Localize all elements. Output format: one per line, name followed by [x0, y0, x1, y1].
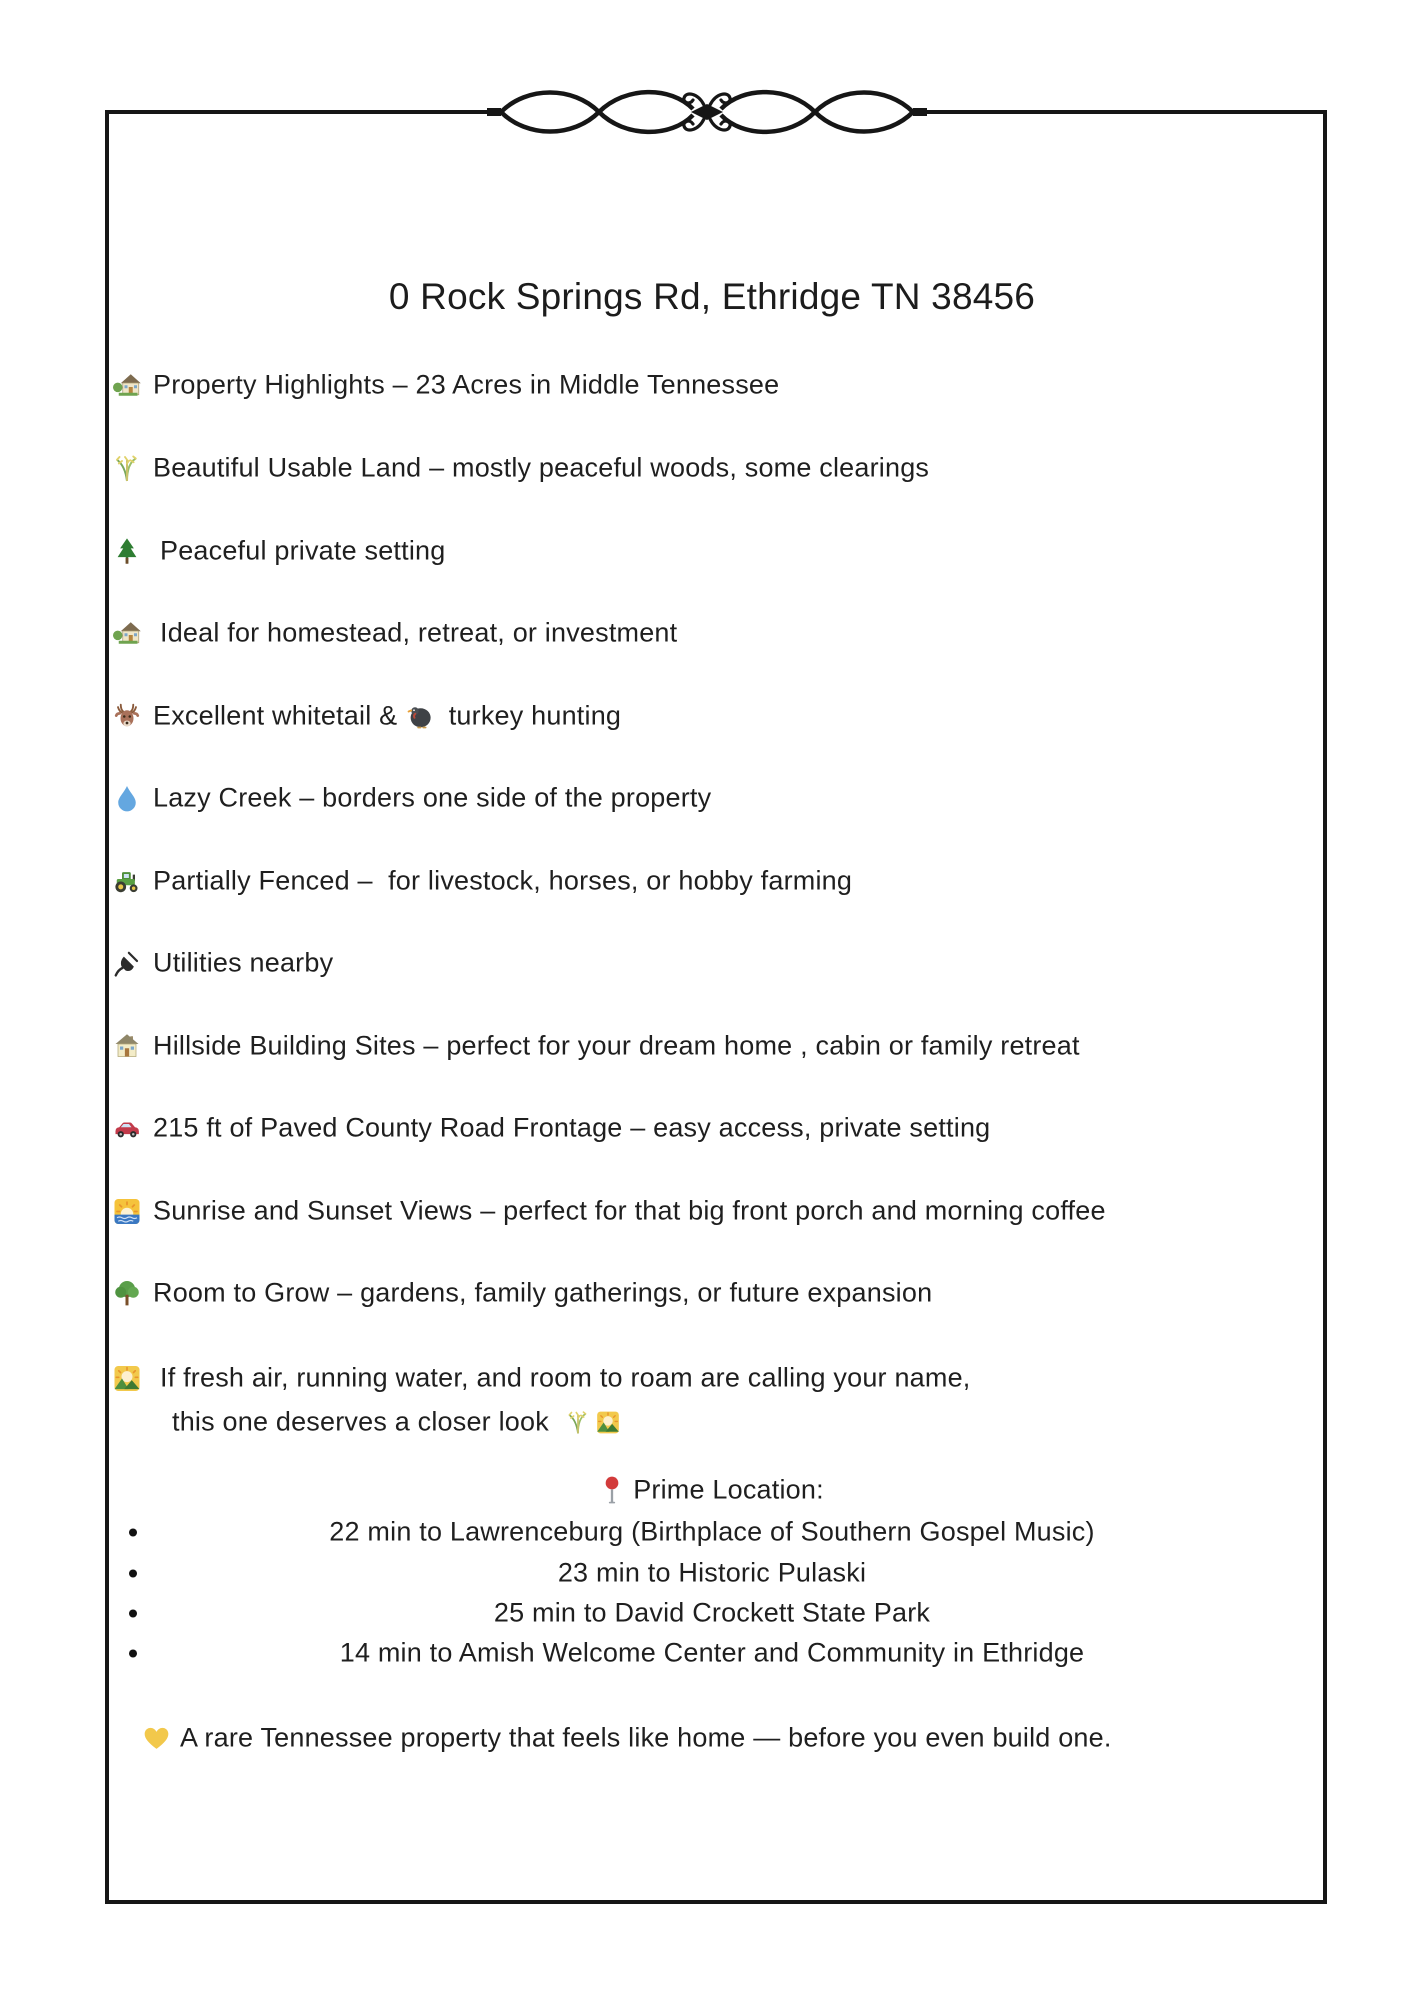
location-heading [105, 1475, 1319, 1506]
bullet-dot [129, 1609, 137, 1617]
bullet-dot [129, 1649, 137, 1657]
sunrise-over-mountains-icon [595, 1409, 621, 1435]
droplet-icon [112, 783, 142, 813]
highlight-item [112, 1031, 1080, 1062]
page-title: 0 Rock Springs Rd, Ethridge TN 38456 [388, 276, 1036, 317]
turkey-icon [405, 701, 435, 731]
bullet-text: 14 min to Amish Welcome Center and Community in Ethridge [339, 1637, 1085, 1668]
highlight-text: Beautiful Usable Land – mostly peaceful woods, some clearings [153, 452, 930, 483]
highlight-item [112, 1196, 1106, 1227]
highlight-item [112, 866, 852, 897]
highlight-item [112, 948, 333, 979]
closing-note [142, 1723, 1112, 1754]
bullet-text: 22 min to Lawrenceburg (Birthplace of Southern Gospel Music) [329, 1516, 1095, 1547]
bullet-item [105, 1517, 1319, 1548]
electric-plug-icon [112, 948, 142, 978]
round-pushpin-icon [600, 1475, 624, 1505]
highlight-text: Lazy Creek – borders one side of the property [153, 782, 712, 813]
bullet-dot [129, 1528, 137, 1536]
highlight-item [112, 701, 621, 732]
highlight-item [112, 1278, 932, 1309]
house-icon [112, 1031, 142, 1061]
bullet-text: 25 min to David Crockett State Park [493, 1597, 931, 1628]
sheaf-of-rice-icon [565, 1409, 591, 1435]
highlight-item [112, 1113, 990, 1144]
sunrise-icon [112, 1196, 142, 1226]
highlight-text: Room to Grow – gardens, family gatherings, or future expansion [153, 1277, 933, 1308]
highlight-text: Excellent whitetail & [153, 700, 406, 731]
top-flourish-ornament [487, 80, 927, 144]
highlight-text: this one deserves a closer look [172, 1406, 557, 1437]
house-with-garden-icon [112, 618, 142, 648]
highlight-item [112, 370, 779, 401]
highlight-text: Utilities nearby [153, 947, 334, 978]
evergreen-tree-icon [112, 536, 142, 566]
bullet-item [105, 1558, 1319, 1589]
deer-icon [112, 701, 142, 731]
highlight-text: turkey hunting [441, 700, 622, 731]
deciduous-tree-icon [112, 1278, 142, 1308]
tractor-icon [112, 866, 142, 896]
bullet-dot [129, 1569, 137, 1577]
highlight-text: Property Highlights – 23 Acres in Middle Tennessee [153, 369, 780, 400]
location-heading-text: Prime Location: [633, 1474, 824, 1505]
highlight-item [112, 618, 677, 649]
highlight-text: Partially Fenced – for livestock, horses, or hobby farming [153, 865, 853, 896]
highlight-text: 215 ft of Paved County Road Frontage – easy access, private setting [153, 1112, 991, 1143]
highlight-text: If fresh air, running water, and room to roam are calling your name, [160, 1362, 971, 1393]
bullet-item [105, 1598, 1319, 1629]
bullet-text: 23 min to Historic Pulaski [557, 1557, 867, 1588]
flourish-icon [487, 80, 927, 144]
sunrise-over-mountains-icon [112, 1363, 142, 1393]
sheaf-of-rice-icon [112, 453, 142, 483]
highlight-item [112, 453, 929, 484]
highlight-item [112, 783, 711, 814]
highlight-item [112, 1363, 971, 1394]
highlight-text: Sunrise and Sunset Views – perfect for that big front porch and morning coffee [153, 1195, 1106, 1226]
highlight-item [112, 536, 445, 567]
yellow-heart-icon [142, 1724, 171, 1753]
highlight-text: Peaceful private setting [160, 535, 446, 566]
highlight-text: Hillside Building Sites – perfect for your dream home , cabin or family retreat [153, 1030, 1080, 1061]
house-with-garden-icon [112, 370, 142, 400]
bullet-item [105, 1638, 1319, 1669]
highlight-item-continued [172, 1407, 621, 1438]
highlight-text: Ideal for homestead, retreat, or investment [160, 617, 678, 648]
automobile-icon [112, 1113, 142, 1143]
closing-text: A rare Tennessee property that feels like home — before you even build one. [180, 1722, 1112, 1753]
